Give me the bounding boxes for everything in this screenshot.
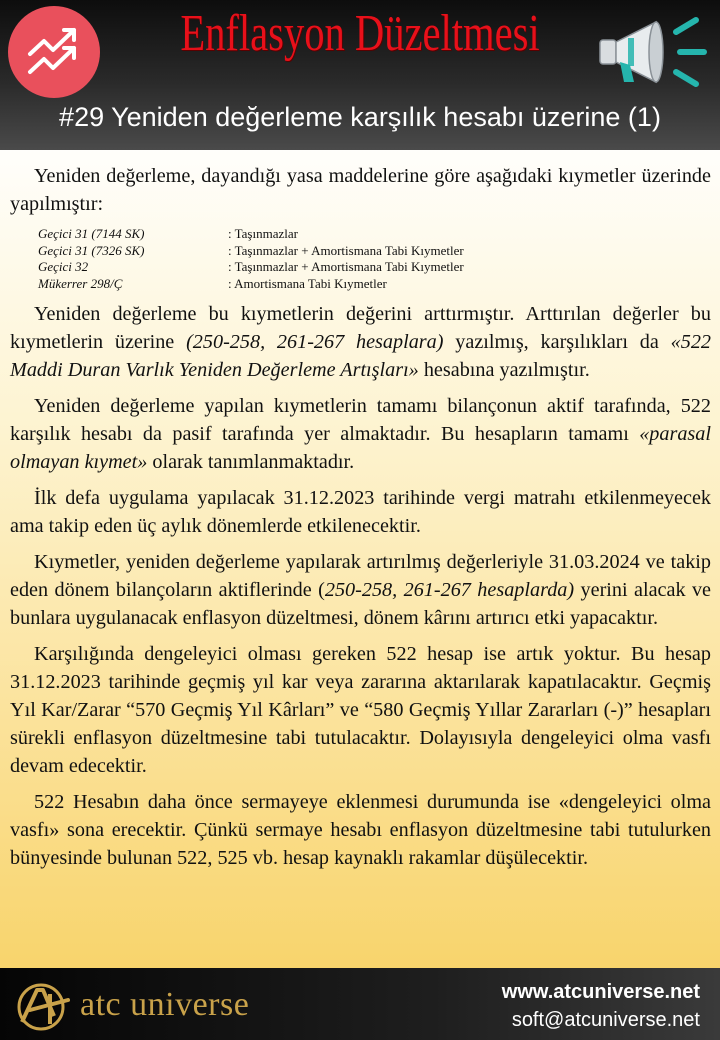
assets-cell: : Taşınmazlar + Amortismana Tabi Kıymetler	[228, 259, 464, 274]
table-row	[38, 226, 464, 243]
assets-cell: : Taşınmazlar	[228, 226, 298, 241]
paragraph-balance-sheet	[10, 392, 711, 476]
text: Yeniden değerleme yapılan kıymetlerin tamamı bilançonun aktif tarafında, 522 karşılık hesabı da pasif tarafında yer almaktadır. Bu hesapların tamamı	[10, 395, 711, 445]
paragraph-capital: 522 Hesabın daha önce sermayeye eklenmesi durumunda ise «dengeleyici olma vasfı» sona erecektir. Çünkü sermaye hesabı enflasyon düzeltmesine tabi tutulurken bünyesinde bulunan 522, 525 vb. hesap kaynaklı rakamlar düşülecektir.	[10, 791, 711, 869]
text: Yeniden değerleme bu kıymetlerin değerini arttırmıştır. Arttırılan değerler bu kıymetlerin üzerine	[10, 303, 711, 353]
page-title: Enflasyon Düzeltmesi	[180, 5, 540, 62]
table-row	[38, 259, 464, 276]
text: yerini alacak ve bunlara uygulanacak enflasyon düzeltmesi, dönem kârını artırıcı etki yapacaktır.	[10, 579, 712, 629]
megaphone-icon	[594, 10, 712, 92]
article-body	[0, 150, 720, 968]
brand-name: atc universe	[80, 986, 250, 1023]
article-cell: Geçici 31 (7326 SK)	[38, 242, 145, 258]
text: Kıymetler, yeniden değerleme yapılarak artırılmış değerleriyle 31.03.2024 ve takip eden dönem bilançoların aktiflerinde (	[10, 551, 711, 601]
paragraph-first-application: İlk defa uygulama yapılacak 31.12.2023 tarihinde vergi matrahı etkilenmeyecek ama takip eden üç aylık dönemlerde etkilenecektir.	[10, 487, 711, 537]
paragraph-revaluation-effect	[10, 300, 711, 384]
paragraph-522-closing: Karşılığında dengeleyici olması gereken 522 hesap ise artık yoktur. Bu hesap 31.12.2023 tarihinde geçmiş yıl kar veya zararına aktarılarak kapatılacaktır. Geçmiş Yıl Kar/Zarar “570 Geçmiş Yıl Kârları” ve “580 Geçmiş Yıllar Zararları (-)” hesapları sürekli enflasyon düzeltmesine tabi tutulacaktır. Dolayısıyla dengeleyici olma vasfı devam edecektir.	[10, 643, 711, 777]
account-range: (250-258, 261-267 hesaplara)	[186, 331, 444, 353]
text: yazılmış, karşılıkları da	[443, 331, 671, 353]
assets-cell: : Amortismana Tabi Kıymetler	[228, 275, 387, 291]
page-subtitle: #29 Yeniden değerleme karşılık hesabı üzerine (1)	[59, 102, 661, 132]
website-link[interactable]: www.atcuniverse.net	[501, 981, 700, 1003]
paragraph-asset-values	[10, 548, 711, 632]
article-cell: Mükerrer 298/Ç	[38, 275, 123, 291]
valuation-table	[38, 226, 464, 292]
non-monetary-term: «parasal olmayan kıymet»	[10, 423, 711, 473]
email-link[interactable]: soft@atcuniverse.net	[511, 1009, 700, 1031]
contact-info	[502, 978, 700, 1034]
atc-logo-icon	[10, 980, 72, 1034]
intro-paragraph: Yeniden değerleme, dayandığı yasa maddelerine göre aşağıdaki kıymetler üzerinde yapılmıştır:	[10, 165, 711, 215]
account-522-name: «522 Maddi Duran Varlık Yeniden Değerleme Artışları»	[10, 331, 712, 381]
article-cell: Geçici 31 (7144 SK)	[38, 226, 145, 241]
table-row	[38, 276, 464, 293]
article-cell: Geçici 32	[38, 259, 89, 274]
text: hesabına yazılmıştır.	[418, 359, 590, 381]
assets-cell: : Taşınmazlar + Amortismana Tabi Kıymetler	[228, 242, 464, 258]
table-row	[38, 243, 464, 260]
text: olarak tanımlanmaktadır.	[147, 451, 355, 473]
account-range: 250-258, 261-267 hesaplarda)	[324, 579, 575, 601]
